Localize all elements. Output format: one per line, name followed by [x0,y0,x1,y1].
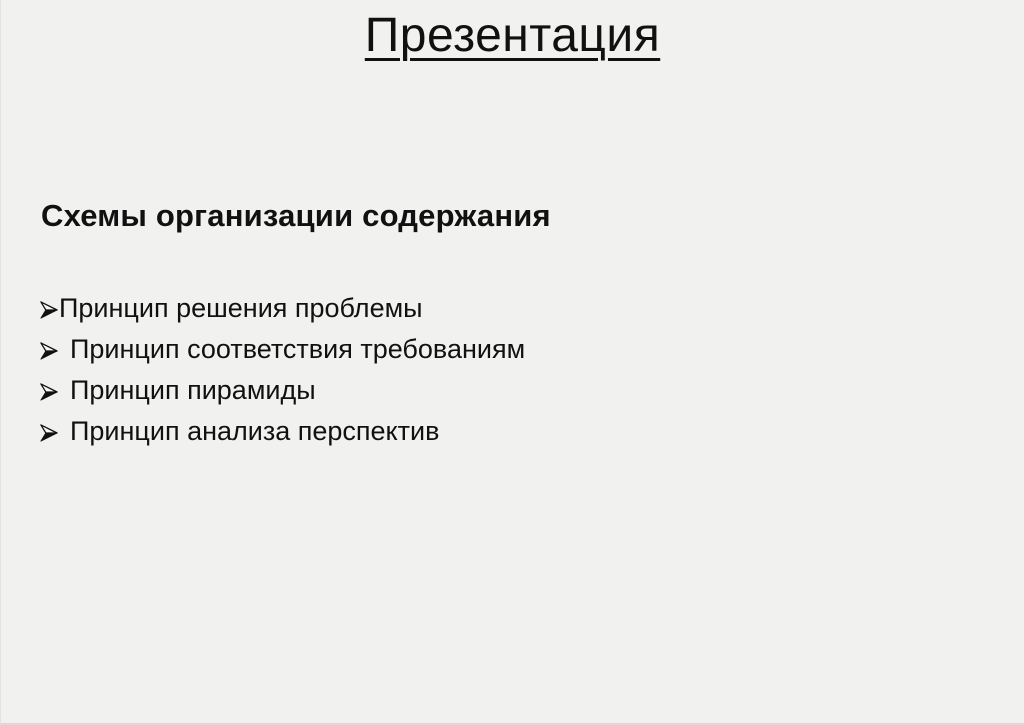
list-item [39,288,525,329]
bullet-label: Принцип соответствия требованиям [70,334,526,364]
list-item [39,370,525,411]
arrow-bullet-icon [39,424,59,442]
slide-title-text: Презентация [364,9,661,62]
arrow-bullet-icon [39,301,59,319]
list-item [39,411,525,452]
arrow-bullet-icon [39,383,59,401]
slide-title [1,8,1024,63]
bullet-label: Принцип анализа перспектив [70,416,440,446]
list-item [39,329,525,370]
bullet-label: Принцип решения проблемы [59,293,423,323]
arrow-bullet-icon [39,342,59,360]
bullet-list [39,288,525,452]
bullet-label: Принцип пирамиды [70,375,316,405]
content-heading: Схемы организации содержания [41,198,551,233]
